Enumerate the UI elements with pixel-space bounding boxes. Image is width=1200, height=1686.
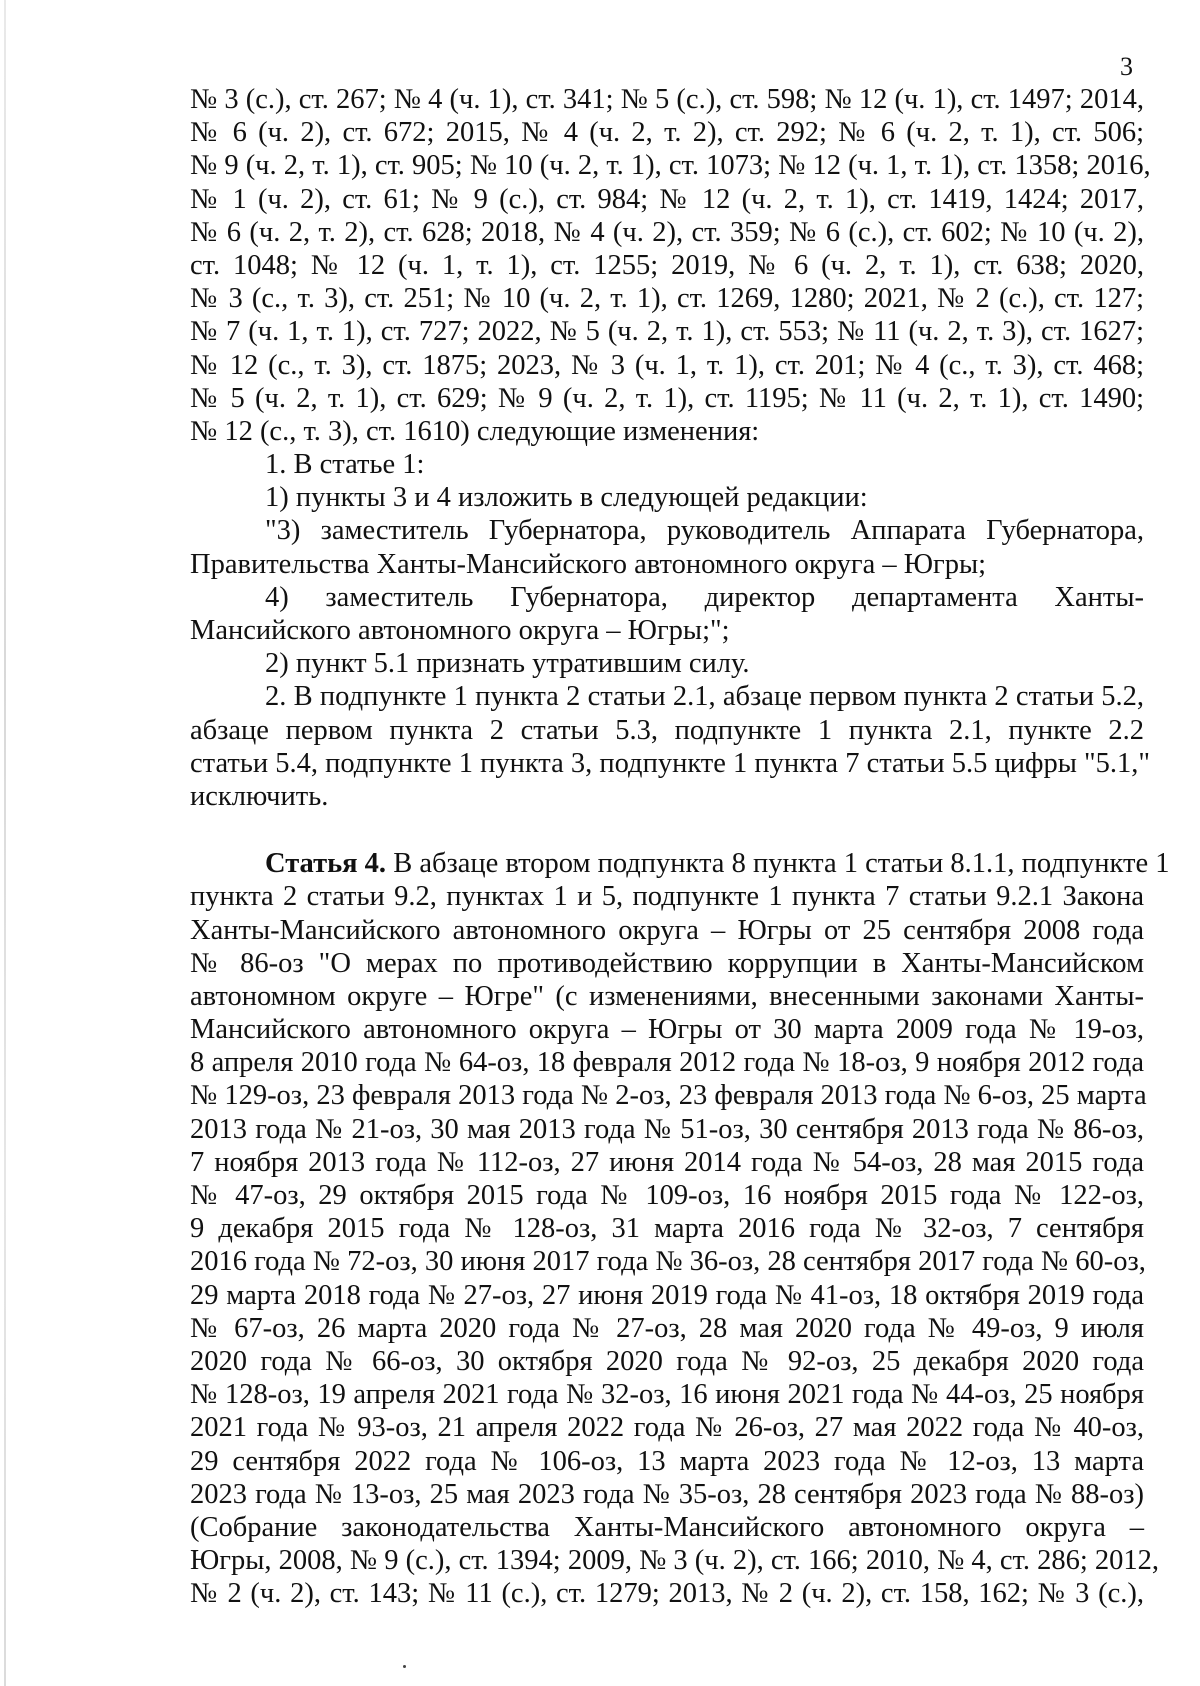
text-line: 2021 года № 93-оз, 21 апреля 2022 года № 26-оз, 27 мая 2022 года № 40-оз,: [190, 1412, 1144, 1444]
text-line: № 5 (ч. 2, т. 1), ст. 629; № 9 (ч. 2, т. 1), ст. 1195; № 11 (ч. 2, т. 1), ст. 1490;: [190, 382, 1144, 414]
article-4-first-line-text: В абзаце втором подпункта 8 пункта 1 статьи 8.1.1, подпункте 1: [386, 848, 1170, 880]
item-2: [190, 680, 1151, 813]
text-line: абзаце первом пункта 2 статьи 5.3, подпункте 1 пункта 2.1, пункте 2.2: [190, 714, 1144, 746]
text-line: 9 декабря 2015 года № 128-оз, 31 марта 2016 года № 32-оз, 7 сентября: [190, 1213, 1144, 1245]
text-line: № 2 (ч. 2), ст. 143; № 11 (с.), ст. 1279; 2013, № 2 (ч. 2), ст. 158, 162; № 3 (с.),: [190, 1578, 1144, 1610]
point-4-line: Мансийского автономного округа – Югры;";: [190, 615, 730, 646]
point-4-line: 4) заместитель Губернатора, директор департамента Ханты-: [265, 581, 1144, 613]
text-line: № 128-оз, 19 апреля 2021 года № 32-оз, 16 июня 2021 года № 44-оз, 25 ноября: [190, 1379, 1144, 1411]
article-4: [190, 847, 1170, 1610]
text-line: № 3 (с.), ст. 267; № 4 (ч. 1), ст. 341; № 5 (с.), ст. 598; № 12 (ч. 1), ст. 1497; 2014,: [190, 84, 1144, 115]
page-number: 3: [1120, 52, 1133, 81]
scan-edge-shadow: [4, 0, 6, 1686]
article-4-first-line: [190, 847, 1170, 880]
item-1-heading: 1. В статье 1:: [265, 449, 425, 481]
text-line: № 1 (ч. 2), ст. 61; № 9 (с.), ст. 984; № 12 (ч. 2, т. 1), ст. 1419, 1424; 2017,: [190, 183, 1144, 215]
point-3-line: Правительства Ханты-Мансийского автономного округа – Югры;: [190, 548, 987, 580]
text-line: 2. В подпункте 1 пункта 2 статьи 2.1, абзаце первом пункта 2 статьи 5.2,: [265, 681, 1144, 713]
document-body: [190, 83, 1170, 1610]
text-line: № 7 (ч. 1, т. 1), ст. 727; 2022, № 5 (ч. 2, т. 1), ст. 553; № 11 (ч. 2, т. 3), ст. 1627;: [190, 316, 1144, 348]
text-line: № 9 (ч. 2, т. 1), ст. 905; № 10 (ч. 2, т. 1), ст. 1073; № 12 (ч. 1, т. 1), ст. 1358; 2016,: [190, 150, 1151, 182]
point-3-line: "3) заместитель Губернатора, руководитель Аппарата Губернатора,: [265, 515, 1144, 547]
references-continuation: [190, 83, 1151, 448]
article-4-label: Статья 4.: [265, 848, 387, 880]
text-line: № 86-оз "О мерах по противодействию коррупции в Ханты-Мансийском: [190, 947, 1144, 979]
text-line: 29 марта 2018 года № 27-оз, 27 июня 2019 года № 41-оз, 18 октября 2019 года: [190, 1279, 1144, 1311]
text-line: № 12 (с., т. 3), ст. 1610) следующие изменения:: [190, 415, 760, 447]
text-line: № 12 (с., т. 3), ст. 1875; 2023, № 3 (ч. 1, т. 1), ст. 201; № 4 (с., т. 3), ст. 468;: [190, 349, 1144, 381]
text-line: № 47-оз, 29 октября 2015 года № 109-оз, 16 ноября 2015 года № 122-оз,: [190, 1180, 1144, 1211]
text-line: № 67-оз, 26 марта 2020 года № 27-оз, 28 мая 2020 года № 49-оз, 9 июля: [190, 1312, 1144, 1344]
item-1-sub-1: 1) пункты 3 и 4 изложить в следующей редакции:: [265, 482, 868, 514]
scan-speck: [403, 1665, 406, 1668]
text-line: ст. 1048; № 12 (ч. 1, т. 1), ст. 1255; 2019, № 6 (ч. 2, т. 1), ст. 638; 2020,: [190, 249, 1144, 281]
text-line: исключить.: [190, 780, 329, 812]
text-line: 7 ноября 2013 года № 112-оз, 27 июня 2014 года № 54-оз, 28 мая 2015 года: [190, 1146, 1144, 1178]
item-1: [190, 448, 1144, 680]
text-line: 29 сентября 2022 года № 106-оз, 13 марта 2023 года № 12-оз, 13 марта: [190, 1445, 1144, 1477]
text-line: статьи 5.4, подпункте 1 пункта 3, подпункте 1 пункта 7 статьи 5.5 цифры "5.1,": [190, 747, 1151, 779]
text-line: 2016 года № 72-оз, 30 июня 2017 года № 36-оз, 28 сентября 2017 года № 60-оз,: [190, 1246, 1146, 1278]
text-line: № 129-оз, 23 февраля 2013 года № 2-оз, 23 февраля 2013 года № 6-оз, 25 марта: [190, 1080, 1147, 1112]
text-line: Мансийского автономного округа – Югры от 30 марта 2009 года № 19-оз,: [190, 1014, 1144, 1046]
text-line: 2023 года № 13-оз, 25 мая 2023 года № 35-оз, 28 сентября 2023 года № 88-оз): [190, 1478, 1144, 1510]
text-line: № 3 (с., т. 3), ст. 251; № 10 (ч. 2, т. 1), ст. 1269, 1280; 2021, № 2 (с.), ст. 127;: [190, 283, 1144, 315]
text-line: 8 апреля 2010 года № 64-оз, 18 февраля 2012 года № 18-оз, 9 ноября 2012 года: [190, 1047, 1144, 1079]
text-line: пункта 2 статьи 9.2, пунктах 1 и 5, подпункте 1 пункта 7 статьи 9.2.1 Закона: [190, 881, 1144, 913]
text-line: (Собрание законодательства Ханты-Мансийского автономного округа –: [190, 1511, 1144, 1543]
text-line: Югры, 2008, № 9 (с.), ст. 1394; 2009, № 3 (ч. 2), ст. 166; 2010, № 4, ст. 286; 2012,: [190, 1545, 1160, 1577]
text-line: автономном округе – Югре" (с изменениями, внесенными законами Ханты-: [190, 980, 1144, 1012]
text-line: 2013 года № 21-оз, 30 мая 2013 года № 51-оз, 30 сентября 2013 года № 86-оз,: [190, 1113, 1144, 1145]
text-line: № 6 (ч. 2, т. 2), ст. 628; 2018, № 4 (ч. 2), ст. 359; № 6 (с.), ст. 602; № 10 (ч. 2),: [190, 216, 1144, 248]
text-line: № 6 (ч. 2), ст. 672; 2015, № 4 (ч. 2, т. 2), ст. 292; № 6 (ч. 2, т. 1), ст. 506;: [190, 117, 1144, 149]
text-line: Ханты-Мансийского автономного округа – Югры от 25 сентября 2008 года: [190, 914, 1144, 946]
paragraph-spacer: [190, 813, 1144, 847]
text-line: 2020 года № 66-оз, 30 октября 2020 года № 92-оз, 25 декабря 2020 года: [190, 1345, 1144, 1377]
item-1-sub-2: 2) пункт 5.1 признать утратившим силу.: [265, 648, 750, 680]
